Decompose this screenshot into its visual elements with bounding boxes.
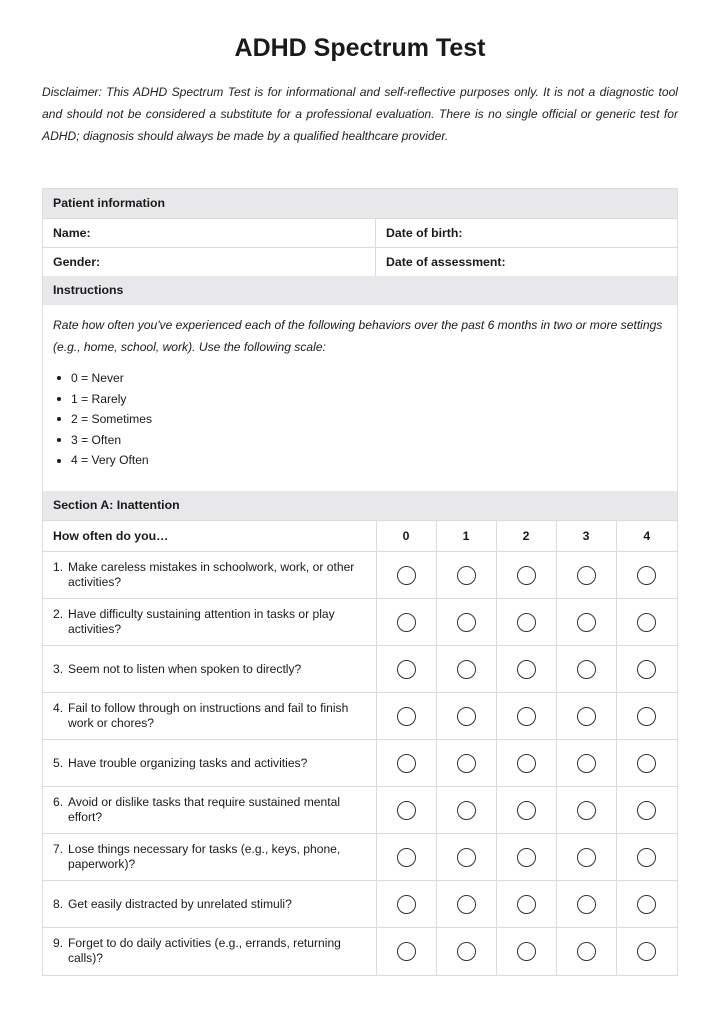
question-text [53, 560, 360, 590]
option-cell [436, 693, 496, 740]
rating-radio-button[interactable] [637, 660, 656, 679]
question-label: Forget to do daily activities (e.g., errands, returning calls)? [68, 936, 341, 966]
question-label: Make careless mistakes in schoolwork, work, or other activities? [68, 560, 355, 589]
rating-radio-button[interactable] [457, 660, 476, 679]
rating-radio-button[interactable] [637, 707, 656, 726]
question-number: 5. [53, 755, 64, 770]
option-cell [496, 693, 556, 740]
rating-radio-button[interactable] [517, 801, 536, 820]
question-text [53, 936, 360, 966]
question-number: 2. [53, 607, 64, 621]
option-cell [436, 552, 496, 599]
rating-radio-button[interactable] [577, 895, 596, 914]
patient-info-row-2 [43, 247, 677, 276]
rating-radio-button[interactable] [397, 848, 416, 867]
rating-radio-button[interactable] [397, 707, 416, 726]
scale-item-label: 1 = Rarely [71, 391, 127, 406]
rating-radio-button[interactable] [637, 801, 656, 820]
rating-radio-button[interactable] [637, 566, 656, 585]
question-label: Have trouble organizing tasks and activities? [68, 755, 308, 770]
option-cell [436, 787, 496, 834]
instructions-body [43, 305, 677, 491]
bullet-icon [57, 417, 61, 421]
question-cell [43, 834, 376, 881]
rating-radio-button[interactable] [577, 942, 596, 961]
question-number: 9. [53, 936, 64, 951]
question-cell [43, 881, 376, 928]
table-row [43, 928, 677, 975]
option-cell [376, 928, 436, 975]
table-row [43, 552, 677, 599]
option-cell [556, 834, 616, 881]
table-header-row [43, 521, 677, 552]
question-text [53, 607, 360, 637]
option-cell [556, 599, 616, 646]
patient-info-heading: Patient information [43, 189, 677, 218]
option-cell [376, 881, 436, 928]
option-column-header: 3 [556, 521, 616, 552]
rating-radio-button[interactable] [457, 942, 476, 961]
rating-radio-button[interactable] [577, 613, 596, 632]
question-number: 4. [53, 701, 64, 715]
question-cell [43, 646, 376, 693]
question-label: Avoid or dislike tasks that require sustained mental effort? [68, 795, 341, 824]
option-cell [376, 740, 436, 787]
question-label: Fail to follow through on instructions and fail to finish work or chores? [68, 701, 349, 730]
question-number: 1. [53, 560, 64, 574]
rating-radio-button[interactable] [457, 566, 476, 585]
option-cell [436, 599, 496, 646]
question-rows [43, 552, 677, 975]
section-a-heading: Section A: Inattention [43, 491, 677, 520]
table-row [43, 599, 677, 646]
rating-radio-button[interactable] [577, 754, 596, 773]
rating-radio-button[interactable] [517, 754, 536, 773]
question-cell [43, 740, 376, 787]
option-cell [376, 552, 436, 599]
question-label: Seem not to listen when spoken to directly? [68, 661, 302, 676]
rating-radio-button[interactable] [397, 566, 416, 585]
option-cell [496, 646, 556, 693]
rating-radio-button[interactable] [457, 754, 476, 773]
option-cell [496, 599, 556, 646]
option-cell [496, 881, 556, 928]
option-column-header: 1 [436, 521, 496, 552]
table-row [43, 834, 677, 881]
rating-radio-button[interactable] [637, 613, 656, 632]
option-column-header: 2 [496, 521, 556, 552]
rating-radio-button[interactable] [637, 848, 656, 867]
option-cell [556, 881, 616, 928]
gender-field[interactable]: Gender: [43, 248, 376, 276]
rating-radio-button[interactable] [397, 801, 416, 820]
scale-item [57, 450, 667, 471]
rating-radio-button[interactable] [517, 895, 536, 914]
rating-radio-button[interactable] [517, 566, 536, 585]
question-text [53, 897, 360, 912]
disclaimer-text: Disclaimer: This ADHD Spectrum Test is for informational and self-reflective purposes only. It is not a diagnostic tool and should not be considered a substitute for a professional evaluation. There is no single official or generic test for ADHD; diagnosis should always be made by a qualified healthcare provider. [42, 85, 678, 143]
option-cell [496, 928, 556, 975]
option-cell [616, 787, 677, 834]
rating-radio-button[interactable] [577, 801, 596, 820]
rating-radio-button[interactable] [637, 942, 656, 961]
question-text [53, 662, 360, 677]
table-row [43, 881, 677, 928]
rating-radio-button[interactable] [457, 895, 476, 914]
document-title: ADHD Spectrum Test [234, 34, 486, 62]
rating-radio-button[interactable] [457, 613, 476, 632]
rating-radio-button[interactable] [637, 754, 656, 773]
bullet-icon [57, 438, 61, 442]
question-cell [43, 928, 376, 975]
bullet-icon [57, 459, 61, 463]
question-cell [43, 787, 376, 834]
option-cell [556, 552, 616, 599]
date-of-assessment-field[interactable]: Date of assessment: [386, 255, 506, 269]
table-row [43, 740, 677, 787]
question-text [53, 701, 360, 731]
option-cell [616, 599, 677, 646]
rating-radio-button[interactable] [577, 848, 596, 867]
scale-item [57, 430, 667, 451]
option-cell [436, 740, 496, 787]
option-cell [556, 646, 616, 693]
option-cell [616, 740, 677, 787]
option-cell [376, 834, 436, 881]
question-cell [43, 599, 376, 646]
option-cell [616, 552, 677, 599]
rating-radio-button[interactable] [637, 895, 656, 914]
table-row [43, 693, 677, 740]
instructions-heading: Instructions [43, 276, 677, 305]
question-text [53, 756, 360, 771]
bullet-icon [57, 376, 61, 380]
scale-item-label: 2 = Sometimes [71, 412, 152, 427]
rating-radio-button[interactable] [577, 660, 596, 679]
rating-radio-button[interactable] [517, 707, 536, 726]
question-number: 8. [53, 896, 64, 911]
option-cell [496, 787, 556, 834]
question-text [53, 795, 360, 825]
option-cell [436, 881, 496, 928]
rating-radio-button[interactable] [517, 942, 536, 961]
rating-radio-button[interactable] [397, 660, 416, 679]
scale-item-label: 3 = Often [71, 432, 122, 447]
question-number: 7. [53, 842, 64, 856]
option-cell [496, 834, 556, 881]
option-cell [616, 646, 677, 693]
question-cell [43, 552, 376, 599]
rating-radio-button[interactable] [577, 566, 596, 585]
rating-radio-button[interactable] [577, 707, 596, 726]
scale-item-label: 4 = Very Often [71, 453, 149, 468]
option-cell [556, 787, 616, 834]
patient-info-row-1 [43, 218, 677, 247]
option-cell [376, 693, 436, 740]
question-text [53, 842, 360, 872]
question-label: Lose things necessary for tasks (e.g., keys, phone, paperwork)? [68, 842, 341, 871]
inattention-question-table [43, 520, 677, 975]
scale-item [57, 409, 667, 430]
option-cell [436, 646, 496, 693]
option-cell [376, 787, 436, 834]
scale-item [57, 368, 667, 389]
option-cell [496, 552, 556, 599]
option-cell [436, 834, 496, 881]
rating-scale-list [53, 368, 667, 471]
option-cell [376, 599, 436, 646]
rating-radio-button[interactable] [517, 660, 536, 679]
question-number: 6. [53, 795, 64, 809]
rating-radio-button[interactable] [397, 942, 416, 961]
option-cell [376, 646, 436, 693]
rating-radio-button[interactable] [517, 613, 536, 632]
option-column-header: 0 [376, 521, 436, 552]
question-label: Get easily distracted by unrelated stimuli? [68, 896, 292, 911]
table-row [43, 787, 677, 834]
question-cell [43, 693, 376, 740]
rating-radio-button[interactable] [457, 848, 476, 867]
option-cell [496, 740, 556, 787]
instructions-text: Rate how often you've experienced each of the following behaviors over the past 6 months in two or more settings (e.g., home, school, work). Use the following scale: [53, 318, 663, 354]
option-column-header: 4 [616, 521, 677, 552]
rating-radio-button[interactable] [397, 613, 416, 632]
option-cell [616, 928, 677, 975]
scale-item [57, 389, 667, 410]
option-cell [556, 693, 616, 740]
rating-radio-button[interactable] [397, 754, 416, 773]
rating-radio-button[interactable] [457, 707, 476, 726]
name-field[interactable]: Name: [43, 219, 376, 247]
assessment-form [42, 188, 678, 976]
rating-radio-button[interactable] [517, 848, 536, 867]
bullet-icon [57, 397, 61, 401]
rating-radio-button[interactable] [457, 801, 476, 820]
option-cell [436, 928, 496, 975]
question-column-header: How often do you… [43, 521, 376, 552]
option-cell [556, 740, 616, 787]
table-row [43, 646, 677, 693]
question-number: 3. [53, 661, 64, 676]
rating-radio-button[interactable] [397, 895, 416, 914]
option-cell [556, 928, 616, 975]
option-cell [616, 881, 677, 928]
date-of-birth-field[interactable]: Date of birth: [386, 226, 463, 240]
option-cell [616, 834, 677, 881]
question-label: Have difficulty sustaining attention in tasks or play activities? [68, 607, 335, 636]
scale-item-label: 0 = Never [71, 371, 124, 385]
option-cell [616, 693, 677, 740]
